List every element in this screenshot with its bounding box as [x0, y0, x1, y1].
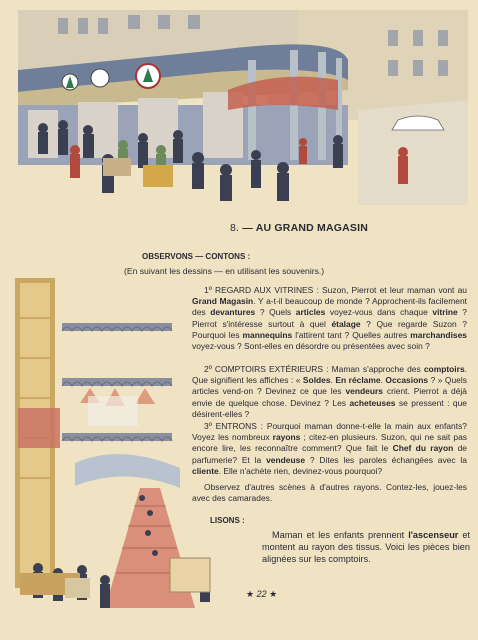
emphasized-term: Grand Magasin [192, 296, 254, 307]
closing-paragraph-block [192, 482, 467, 504]
emphasized-term: cliente [192, 465, 219, 476]
closing-paragraph: Observez d'autres scènes à d'autres rayons. Contez-les, jouez-les avec des camarades. [192, 482, 467, 504]
lesson-number: 8. [230, 222, 240, 234]
section-regard-aux-vitrines [192, 285, 467, 352]
section-comptoirs-exterieurs [192, 364, 467, 420]
section-label: 2º COMPTOIRS EXTÉRIEURS : [204, 364, 329, 374]
section-label: 3º ENTRONS : [204, 421, 263, 431]
emphasized-term: Chef du rayon [392, 443, 454, 454]
emphasized-term: Occasions [385, 375, 429, 386]
lesson-title [230, 222, 368, 234]
emphasized-term: vitrine [432, 307, 458, 318]
emphasized-term: mannequins [242, 329, 293, 340]
emphasized-term: Soldes [302, 375, 331, 386]
emphasized-term: devantures [210, 307, 256, 318]
lesson-dash: — [242, 222, 253, 234]
emphasized-term: acheteuses [349, 397, 396, 408]
store-facade-illustration [18, 10, 468, 205]
lisons-heading: LISONS : [210, 516, 245, 525]
emphasized-term: étalage [331, 318, 361, 329]
emphasized-term: articles [295, 307, 326, 318]
section-paragraph: 3º ENTRONS : Pourquoi maman donne-t-elle la main aux enfants? Voyez les nombreux rayons ; citez-en plusieurs. Suzon, qui ne sait pas encore lire, les reconnaître comment? Que fait le Chef du rayon de parfumerie? Et la vendeuse ? Dites les paroles échangées avec la cliente. Elle n'achète rien, devinez-vous pourquoi? [192, 421, 468, 476]
observons-heading: OBSERVONS — CONTONS : [142, 252, 251, 261]
emphasized-term: En réclame [335, 375, 381, 386]
section-paragraph: 1º REGARD AUX VITRINES : Suzon, Pierrot et leur maman vont au Grand Magasin. Y a-t-il beaucoup de monde ? Approchent-ils facilement des devantures ? Quels articles voyez-vous dans chaque vitrine ? Pierrot s'intéresse surtout à quel étalage ? Que regarde Suzon ? Pourquoi les mannequins l'attirent tant ? Quelles autres marchandises voyez-vous ? Sont-elles en désordre ou présentées avec soin ? [192, 285, 467, 352]
observons-intro: (En suivant les dessins — en utilisant les souvenirs.) [124, 266, 325, 276]
emphasized-term: l'ascenseur [408, 530, 459, 540]
emphasized-term: vendeuse [266, 454, 306, 465]
emphasized-term: marchandises [410, 329, 467, 340]
reading-paragraph: Maman et les enfants prennent l'ascenseur et montent au rayon des tissus. Voici les pièces bien alignées sur les comptoirs. [262, 530, 470, 564]
reading-passage [262, 530, 470, 565]
page-number: ★ 22 ★ [246, 589, 278, 599]
section-entrons [192, 421, 467, 477]
emphasized-term: comptoirs [423, 364, 465, 374]
lesson-title-text: AU GRAND MAGASIN [255, 222, 369, 234]
emphasized-term: rayons [272, 432, 301, 443]
section-paragraph: 2º COMPTOIRS EXTÉRIEURS : Maman s'approche des comptoirs. Que signifient les affiches : « Soldes. En réclame. Occasions ? » Quels articles vend-on ? Devinez ce que les vendeurs crient. Pierrot a déjà envie de quelque chose. Devinez ? Les acheteuses se pressent : que désirent-elles ? [192, 364, 468, 419]
section-label: 1º REGARD AUX VITRINES : [204, 285, 319, 295]
emphasized-term: vendeurs [345, 386, 383, 397]
